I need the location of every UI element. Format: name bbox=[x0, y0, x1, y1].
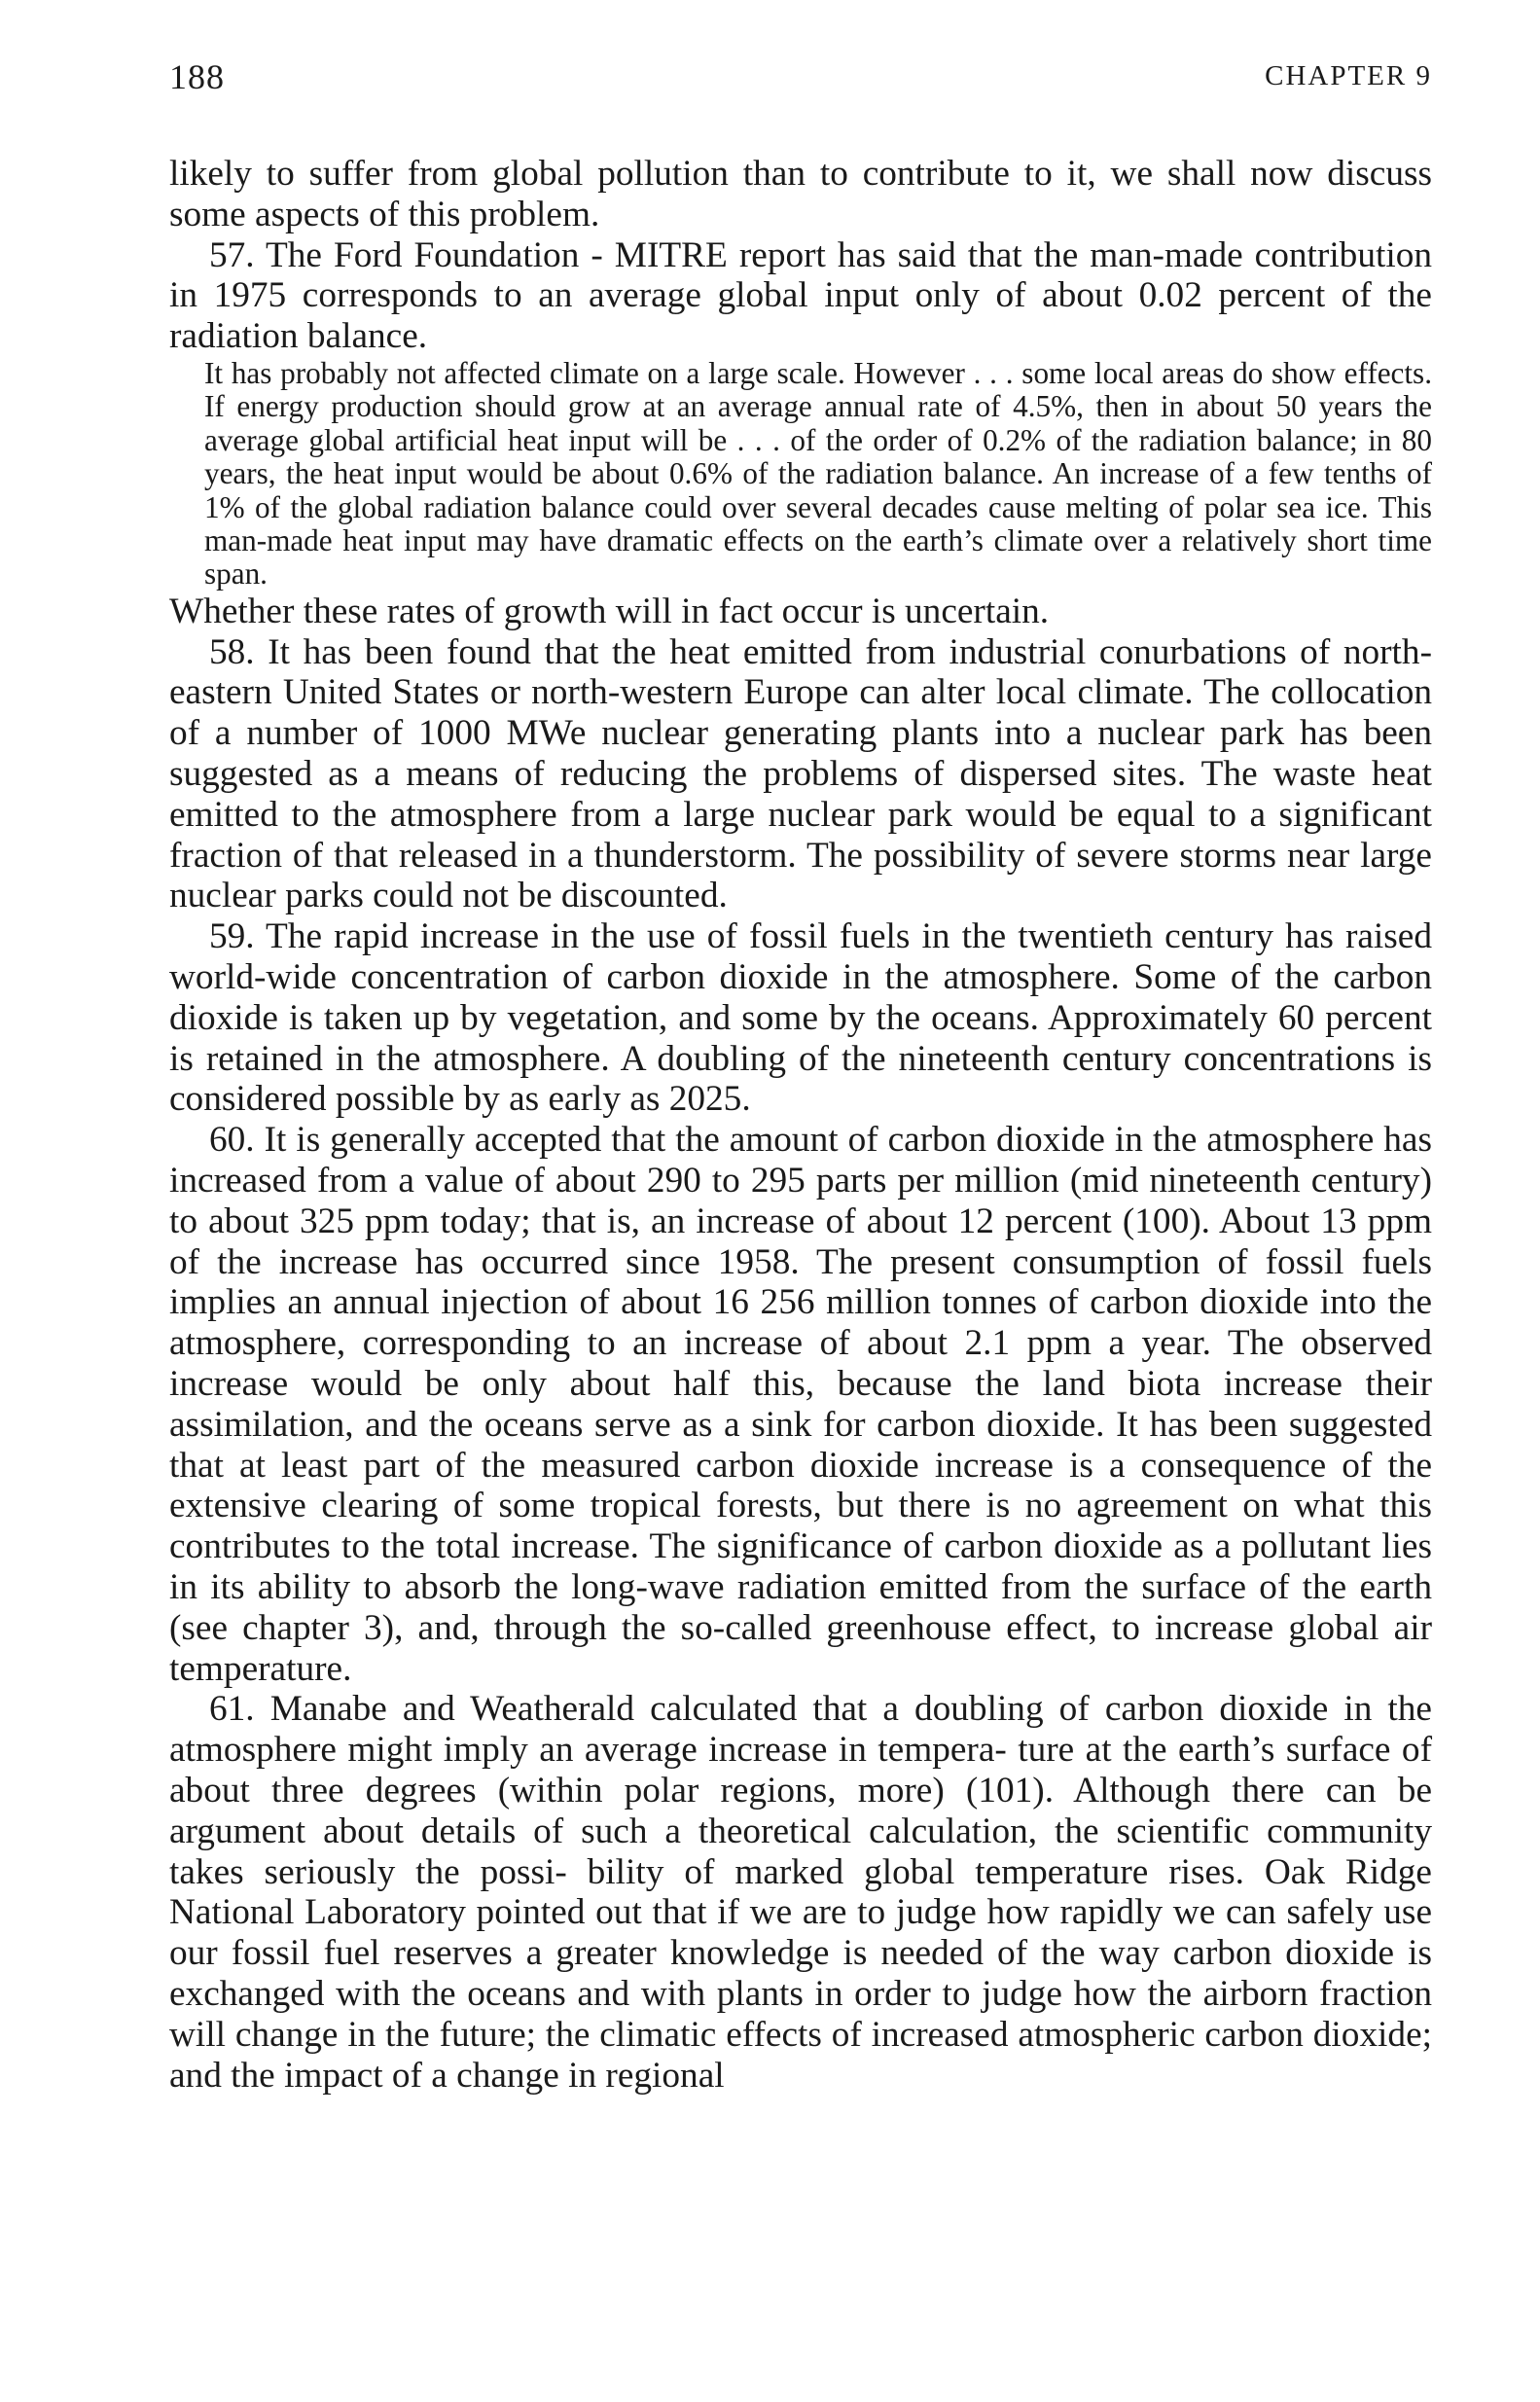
paragraph-57: 57. The Ford Foundation - MITRE report has said that the man-made contribution in 1975 corresponds to an average global input only of about 0.02 percent of the radiation balance. bbox=[169, 234, 1432, 357]
paragraph-60: 60. It is generally accepted that the amount of carbon dioxide in the atmosphere has increased from a value of about 290 to 295 parts per million (mid nineteenth century) to about 325 ppm today; that is, an increase of about 12 percent (100). About 13 ppm of the increase has occurred since 1958. The present consumption of fossil fuels implies an annual injection of about 16 256 million tonnes of carbon dioxide into the atmosphere, corresponding to an increase of about 2.1 ppm a year. The observed increase would be only about half this, because the land biota increase their assimilation, and the oceans serve as a sink for carbon dioxide. It has been suggested that at least part of the measured carbon dioxide increase is a consequence of the extensive clearing of some tropical forests, but there is no agreement on what this contributes to the total increase. The significance of carbon dioxide as a pollutant lies in its ability to absorb the long-wave radiation emitted from the surface of the earth (see chapter 3), and, through the so-called greenhouse effect, to increase global air temperature. bbox=[169, 1120, 1432, 1689]
page-number: 188 bbox=[169, 57, 225, 96]
paragraph-59: 59. The rapid increase in the use of fossil fuels in the twentieth century has raised world-wide concentration of carbon dioxide in the atmosphere. Some of the carbon dioxide is taken up by vegetation, and some by the oceans. Approximately 60 percent is retained in the atmosphere. A doubling of the nineteenth century concentrations is considered possible by as early as 2025. bbox=[169, 916, 1432, 1120]
chapter-label: CHAPTER 9 bbox=[1265, 60, 1432, 91]
block-quote: It has probably not affected climate on a large scale. However . . . some local areas do show effects. If energy production should grow at an average annual rate of 4.5%, then in about 50 years the average global artificial heat input will be . . . of the order of 0.2% of the radiation balance; in 80 years, the heat input would be about 0.6% of the radiation balance. An increase of a few tenths of 1% of the global radiation balance could over several decades cause melting of polar sea ice. This man-made heat input may have dramatic effects on the earth’s climate over a relatively short time span. bbox=[204, 355, 1432, 592]
paragraph-58: 58. It has been found that the heat emitted from industrial conurbations of north-eastern United States or north-western Europe can alter local climate. The collocation of a number of 1000 MWe nuclear generating plants into a nuclear park has been suggested as a means of reducing the problems of dispersed sites. The waste heat emitted to the atmosphere from a large nuclear park would be equal to a significant fraction of that released in a thunderstorm. The possibility of severe storms near large nuclear parks could not be discounted. bbox=[169, 631, 1432, 916]
paragraph-57-continued: Whether these rates of growth will in fact occur is uncertain. bbox=[169, 591, 1050, 631]
paragraph-continued: likely to suffer from global pollution than to contribute to it, we shall now discuss some aspects of this problem. bbox=[169, 154, 1432, 234]
paragraph-61: 61. Manabe and Weatherald calculated that a doubling of carbon dioxide in the atmosphere might imply an average increase in tempera- ture at the earth’s surface of about three degrees (within polar regions, more) (101). Although there can be argument about details of such a theoretical calculation, the scientific community takes seriously the possi- bility of marked global temperature rises. Oak Ridge National Laboratory pointed out that if we are to judge how rapidly we can safely use our fossil fuel reserves a greater knowledge is needed of the way carbon dioxide is exchanged with the oceans and with plants in order to judge how the airborn fraction will change in the future; the climatic effects of increased atmospheric carbon dioxide; and the impact of a change in regional bbox=[169, 1689, 1432, 2096]
running-head bbox=[169, 56, 1432, 105]
body-text bbox=[169, 154, 1432, 2096]
